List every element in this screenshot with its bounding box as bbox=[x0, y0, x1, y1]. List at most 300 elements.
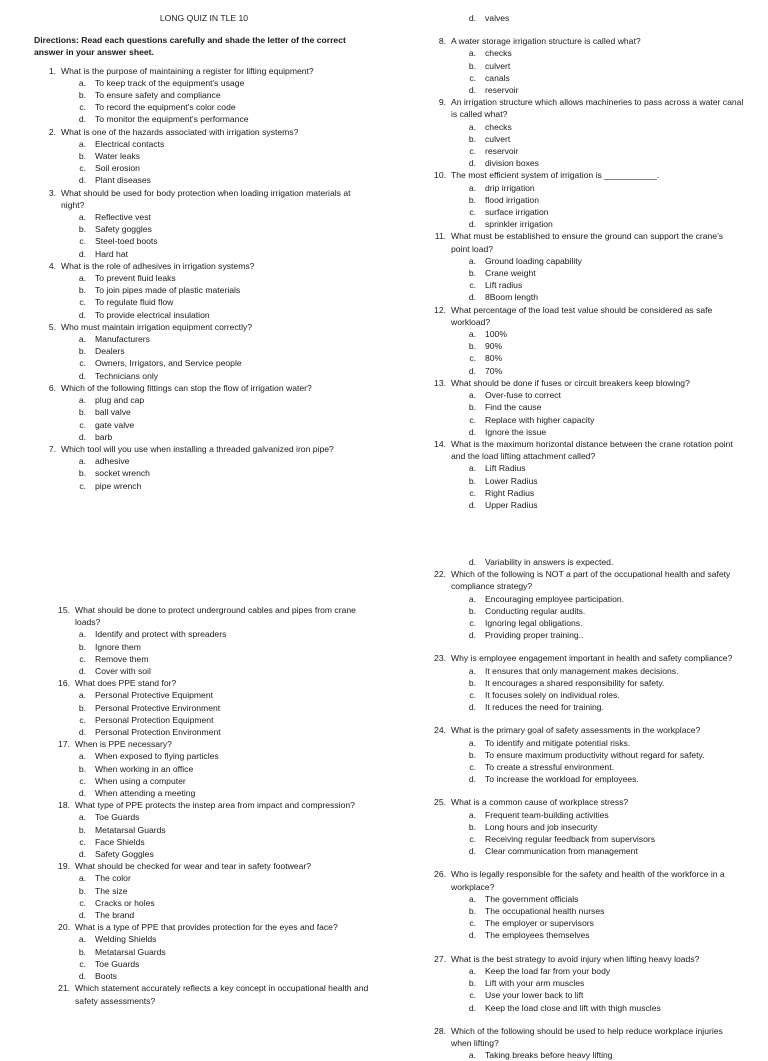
question-text: What should be checked for wear and tear in safety footwear? bbox=[75, 861, 311, 872]
question-item bbox=[34, 443, 374, 492]
option-letter: d. bbox=[468, 426, 476, 437]
option-letter: d. bbox=[468, 292, 476, 303]
option-text: Dealers bbox=[95, 346, 125, 357]
question-text: What is a common cause of workplace stress? bbox=[451, 797, 629, 808]
option-text: checks bbox=[485, 121, 512, 132]
option-text: Safety Goggles bbox=[95, 849, 154, 860]
answer-option bbox=[34, 272, 374, 284]
question-item bbox=[34, 65, 374, 126]
question-row bbox=[48, 921, 378, 933]
option-text: To join pipes made of plastic materials bbox=[95, 285, 241, 296]
answer-option bbox=[424, 499, 744, 511]
answer-option bbox=[424, 665, 744, 677]
option-text: Electrical contacts bbox=[95, 138, 165, 149]
question-text: What is the primary goal of safety assessments in the workplace? bbox=[451, 725, 701, 736]
question-number: 18. bbox=[58, 800, 70, 811]
question-row bbox=[424, 953, 744, 965]
option-text: Technicians only bbox=[95, 370, 159, 381]
option-text: culvert bbox=[485, 133, 511, 144]
option-letter: c. bbox=[79, 836, 86, 847]
option-text: Plant diseases bbox=[95, 175, 151, 186]
answer-option bbox=[424, 72, 744, 84]
answer-option bbox=[34, 284, 374, 296]
answer-option bbox=[34, 235, 374, 247]
answer-option bbox=[34, 309, 374, 321]
option-letter: b. bbox=[468, 821, 476, 832]
answer-option bbox=[424, 157, 744, 169]
answer-option bbox=[424, 218, 744, 230]
answer-option bbox=[424, 365, 744, 377]
answer-option bbox=[48, 909, 378, 921]
answer-option bbox=[424, 917, 744, 929]
option-text: It reduces the need for training. bbox=[485, 702, 604, 713]
option-letter: a. bbox=[78, 273, 86, 284]
answer-option bbox=[424, 291, 744, 303]
option-text: Manufacturers bbox=[95, 334, 150, 345]
answer-option bbox=[424, 977, 744, 989]
option-letter: c. bbox=[469, 487, 476, 498]
answer-option bbox=[48, 824, 378, 836]
option-text: Boots bbox=[95, 971, 117, 982]
question-row bbox=[48, 799, 378, 811]
option-text: Face Shields bbox=[95, 836, 145, 847]
question-row bbox=[34, 443, 374, 455]
question-row bbox=[424, 724, 744, 736]
option-letter: b. bbox=[78, 946, 86, 957]
question-row bbox=[34, 382, 374, 394]
option-text: Toe Guards bbox=[95, 812, 140, 823]
option-letter: a. bbox=[78, 812, 86, 823]
option-text: Ground loading capability bbox=[485, 255, 582, 266]
answer-option bbox=[48, 885, 378, 897]
question-row bbox=[424, 169, 744, 181]
answer-option bbox=[424, 414, 744, 426]
option-letter: d. bbox=[468, 219, 476, 230]
answer-option bbox=[48, 750, 378, 762]
option-letter: c. bbox=[469, 146, 476, 157]
option-text: 100% bbox=[485, 329, 507, 340]
option-letter: a. bbox=[468, 182, 476, 193]
option-letter: c. bbox=[79, 653, 86, 664]
answer-option bbox=[48, 641, 378, 653]
option-letter: d. bbox=[78, 666, 86, 677]
option-letter: c. bbox=[469, 353, 476, 364]
answer-option bbox=[34, 431, 374, 443]
option-letter: c. bbox=[469, 918, 476, 929]
answer-option bbox=[424, 749, 744, 761]
question-item bbox=[424, 568, 744, 641]
option-text: Crane weight bbox=[485, 268, 536, 279]
question-number: 1. bbox=[48, 65, 56, 76]
question-item bbox=[424, 35, 744, 96]
option-letter: d. bbox=[468, 85, 476, 96]
option-text: 70% bbox=[485, 365, 503, 376]
option-letter: c. bbox=[469, 414, 476, 425]
option-text: canals bbox=[485, 72, 510, 83]
question-row bbox=[34, 126, 374, 138]
option-text: Steel-toed boots bbox=[95, 236, 158, 247]
option-letter: a. bbox=[78, 77, 86, 88]
option-text: Variability in answers is expected. bbox=[485, 557, 614, 567]
answer-option bbox=[424, 121, 744, 133]
option-text: It focuses solely on individual roles. bbox=[485, 690, 620, 701]
option-text: When attending a meeting bbox=[95, 788, 196, 799]
question-text: Which tool will you use when installing a threaded galvanized iron pipe? bbox=[61, 443, 334, 454]
question-item bbox=[424, 230, 744, 303]
question-row bbox=[424, 35, 744, 47]
question-text: What is a type of PPE that provides protection for the eyes and face? bbox=[75, 922, 338, 933]
option-text: To increase the workload for employees. bbox=[485, 774, 639, 785]
question-row bbox=[48, 738, 378, 750]
question-item bbox=[34, 382, 374, 443]
answer-option bbox=[424, 677, 744, 689]
option-letter: d. bbox=[78, 248, 86, 259]
answer-option bbox=[424, 617, 744, 629]
option-letter: d. bbox=[468, 499, 476, 510]
option-letter: d. bbox=[78, 114, 86, 125]
answer-option bbox=[424, 340, 744, 352]
option-text: barb bbox=[95, 431, 113, 442]
option-letter: a. bbox=[78, 395, 86, 406]
answer-option bbox=[424, 845, 744, 857]
option-letter: b. bbox=[78, 285, 86, 296]
option-text: Frequent team-building activities bbox=[485, 809, 609, 820]
option-text: The employer or supervisors bbox=[485, 918, 594, 929]
answer-option bbox=[48, 946, 378, 958]
question-number: 12. bbox=[434, 304, 446, 315]
option-text: To monitor the equipment's performance bbox=[95, 114, 249, 125]
answer-option bbox=[424, 84, 744, 96]
option-letter: d. bbox=[468, 774, 476, 785]
question-text: What is one of the hazards associated with irrigation systems? bbox=[61, 126, 299, 137]
question-list bbox=[424, 35, 744, 511]
option-letter: a. bbox=[468, 390, 476, 401]
question-item bbox=[34, 187, 374, 260]
option-text: To create a stressful environment. bbox=[485, 762, 614, 773]
option-text: Conducting regular audits. bbox=[485, 605, 586, 616]
option-text: culvert bbox=[485, 60, 511, 71]
question-item bbox=[424, 724, 744, 785]
answer-option bbox=[424, 401, 744, 413]
question-number: 14. bbox=[434, 438, 446, 449]
answer-option bbox=[424, 426, 744, 438]
option-text: To ensure maximum productivity without regard for safety. bbox=[485, 749, 705, 760]
answer-option bbox=[424, 487, 744, 499]
question-text: What is the purpose of maintaining a register for lifting equipment? bbox=[61, 65, 314, 76]
answer-option bbox=[34, 89, 374, 101]
option-text: sprinkler irrigation bbox=[485, 219, 553, 230]
option-text: Cover with soil bbox=[95, 666, 151, 677]
option-letter: b. bbox=[468, 194, 476, 205]
option-text: Providing proper training.. bbox=[485, 630, 584, 641]
question-number: 17. bbox=[58, 739, 70, 750]
question-number: 25. bbox=[434, 797, 446, 808]
option-letter: a. bbox=[78, 456, 86, 467]
option-letter: b. bbox=[468, 402, 476, 413]
option-text: Find the cause bbox=[485, 402, 542, 413]
option-text: To identify and mitigate potential risks. bbox=[485, 737, 631, 748]
answer-option bbox=[424, 279, 744, 291]
option-text: Ignoring legal obligations. bbox=[485, 618, 583, 629]
option-letter: a. bbox=[78, 138, 86, 149]
carry-over-option bbox=[424, 12, 744, 24]
answer-option bbox=[424, 737, 744, 749]
option-text: The employees themselves bbox=[485, 930, 590, 941]
option-text: Lift radius bbox=[485, 280, 523, 291]
question-text: An irrigation structure which allows machineries to pass across a water canal is called what? bbox=[451, 97, 744, 120]
option-letter: a. bbox=[468, 737, 476, 748]
question-text: When is PPE necessary? bbox=[75, 739, 172, 750]
answer-option bbox=[48, 653, 378, 665]
option-letter: d. bbox=[78, 309, 86, 320]
top-left-column bbox=[34, 12, 374, 492]
option-letter: c. bbox=[79, 297, 86, 308]
option-letter: c. bbox=[469, 207, 476, 218]
answer-option bbox=[424, 893, 744, 905]
option-text: Receiving regular feedback from supervisors bbox=[485, 834, 656, 845]
option-letter: d. bbox=[78, 971, 86, 982]
question-item bbox=[48, 677, 378, 738]
option-text: reservoir bbox=[485, 85, 519, 96]
answer-option bbox=[34, 480, 374, 492]
answer-option bbox=[48, 897, 378, 909]
option-text: It ensures that only management makes decisions. bbox=[485, 665, 679, 676]
answer-option bbox=[48, 628, 378, 640]
option-letter: d. bbox=[468, 930, 476, 941]
answer-option bbox=[48, 836, 378, 848]
option-letter: b. bbox=[78, 90, 86, 101]
option-text: socket wrench bbox=[95, 468, 150, 479]
option-text: 8Boom length bbox=[485, 292, 539, 303]
answer-option bbox=[48, 702, 378, 714]
option-letter: a. bbox=[468, 665, 476, 676]
option-letter: c. bbox=[79, 163, 86, 174]
question-text: A water storage irrigation structure is called what? bbox=[451, 36, 641, 47]
answer-option bbox=[424, 809, 744, 821]
question-number: 6. bbox=[48, 382, 56, 393]
answer-option bbox=[424, 47, 744, 59]
question-row bbox=[424, 652, 744, 664]
question-number: 21. bbox=[58, 983, 70, 994]
question-row bbox=[48, 982, 378, 1006]
option-text: Metatarsal Guards bbox=[95, 824, 166, 835]
option-text: Ignore the issue bbox=[485, 426, 547, 437]
bottom-right-column bbox=[424, 556, 744, 1061]
option-letter: d. bbox=[468, 557, 476, 567]
option-text: When using a computer bbox=[95, 775, 186, 786]
option-text: Long hours and job insecurity bbox=[485, 821, 598, 832]
question-item bbox=[48, 738, 378, 799]
question-number: 27. bbox=[434, 953, 446, 964]
question-number: 13. bbox=[434, 377, 446, 388]
answer-option bbox=[424, 1002, 744, 1014]
answer-option bbox=[48, 665, 378, 677]
option-text: Remove them bbox=[95, 653, 149, 664]
answer-option bbox=[34, 406, 374, 418]
question-item bbox=[34, 126, 374, 187]
option-letter: d. bbox=[468, 1002, 476, 1013]
option-text: plug and cap bbox=[95, 395, 145, 406]
question-row bbox=[424, 377, 744, 389]
option-letter: b. bbox=[468, 60, 476, 71]
option-text: gate valve bbox=[95, 419, 135, 430]
option-text: Soil erosion bbox=[95, 163, 140, 174]
question-text: Which of the following should be used to help reduce workplace injuries when lifting? bbox=[451, 1025, 723, 1048]
answer-option bbox=[34, 248, 374, 260]
option-text: The occupational health nurses bbox=[485, 906, 605, 917]
option-letter: c. bbox=[469, 72, 476, 83]
question-number: 26. bbox=[434, 869, 446, 880]
option-text: Toe Guards bbox=[95, 958, 140, 969]
option-text: The color bbox=[95, 873, 131, 884]
option-letter: d. bbox=[468, 13, 476, 23]
question-item bbox=[48, 860, 378, 921]
answer-option bbox=[48, 958, 378, 970]
option-text: To record the equipment's color code bbox=[95, 102, 236, 113]
option-text: Cracks or holes bbox=[95, 897, 155, 908]
option-text: Right Radius bbox=[485, 487, 535, 498]
option-letter: b. bbox=[468, 475, 476, 486]
option-text: Personal Protective Equipment bbox=[95, 690, 213, 701]
question-text: Why is employee engagement important in health and safety compliance? bbox=[451, 653, 733, 664]
option-text: Water leaks bbox=[95, 151, 141, 162]
option-text: division boxes bbox=[485, 158, 539, 169]
option-letter: a. bbox=[78, 629, 86, 640]
option-text: Safety goggles bbox=[95, 224, 152, 235]
question-item bbox=[34, 321, 374, 382]
option-text: The government officials bbox=[485, 893, 579, 904]
option-text: pipe wrench bbox=[95, 480, 142, 491]
question-item bbox=[424, 169, 744, 230]
option-letter: a. bbox=[468, 1050, 476, 1061]
question-row bbox=[48, 604, 378, 628]
option-text: drip irrigation bbox=[485, 182, 535, 193]
option-letter: a. bbox=[468, 809, 476, 820]
question-row bbox=[424, 796, 744, 808]
option-text: 80% bbox=[485, 353, 503, 364]
answer-option bbox=[34, 419, 374, 431]
option-text: Lift Radius bbox=[485, 463, 526, 474]
question-item bbox=[424, 953, 744, 1014]
answer-option bbox=[424, 145, 744, 157]
option-letter: b. bbox=[78, 468, 86, 479]
answer-option bbox=[34, 296, 374, 308]
answer-option bbox=[424, 255, 744, 267]
option-text: Hard hat bbox=[95, 248, 128, 259]
answer-option bbox=[34, 333, 374, 345]
option-letter: d. bbox=[468, 846, 476, 857]
option-text: When working in an office bbox=[95, 763, 194, 774]
answer-option bbox=[34, 150, 374, 162]
option-letter: a. bbox=[78, 873, 86, 884]
option-text: adhesive bbox=[95, 456, 130, 467]
option-text: Upper Radius bbox=[485, 499, 538, 510]
option-letter: d. bbox=[78, 849, 86, 860]
answer-option bbox=[48, 763, 378, 775]
answer-option bbox=[424, 267, 744, 279]
answer-option bbox=[48, 726, 378, 738]
option-letter: c. bbox=[469, 280, 476, 291]
option-text: Reflective vest bbox=[95, 212, 151, 223]
option-letter: c. bbox=[79, 102, 86, 113]
question-number: 4. bbox=[48, 260, 56, 271]
question-item bbox=[424, 304, 744, 377]
answer-option bbox=[424, 701, 744, 713]
option-letter: b. bbox=[78, 346, 86, 357]
option-letter: a. bbox=[468, 593, 476, 604]
answer-option bbox=[34, 101, 374, 113]
option-letter: b. bbox=[468, 978, 476, 989]
question-number: 24. bbox=[434, 725, 446, 736]
question-item bbox=[48, 604, 378, 677]
answer-option bbox=[34, 345, 374, 357]
answer-option bbox=[34, 467, 374, 479]
option-letter: c. bbox=[469, 762, 476, 773]
question-number: 9. bbox=[438, 97, 446, 108]
option-letter: d. bbox=[78, 910, 86, 921]
question-number: 2. bbox=[48, 126, 56, 137]
answer-option bbox=[424, 905, 744, 917]
option-letter: b. bbox=[468, 677, 476, 688]
option-text: Keep the load close and lift with thigh muscles bbox=[485, 1002, 661, 1013]
option-text: The brand bbox=[95, 910, 135, 921]
question-text: What does PPE stand for? bbox=[75, 678, 177, 689]
option-letter: b. bbox=[468, 906, 476, 917]
option-text: Keep the load far from your body bbox=[485, 965, 611, 976]
question-row bbox=[48, 677, 378, 689]
option-text: Clear communication from management bbox=[485, 846, 638, 857]
answer-option bbox=[48, 811, 378, 823]
option-letter: d. bbox=[78, 788, 86, 799]
option-text: Encouraging employee participation. bbox=[485, 593, 625, 604]
option-text: Replace with higher capacity bbox=[485, 414, 595, 425]
question-number: 5. bbox=[48, 321, 56, 332]
answer-option bbox=[424, 352, 744, 364]
option-text: Identify and protect with spreaders bbox=[95, 629, 227, 640]
option-text: Over-fuse to correct bbox=[485, 390, 561, 401]
option-text: Personal Protection Environment bbox=[95, 727, 221, 738]
option-text: flood irrigation bbox=[485, 194, 539, 205]
option-letter: b. bbox=[468, 605, 476, 616]
option-letter: a. bbox=[78, 212, 86, 223]
question-list bbox=[34, 65, 374, 492]
option-letter: c. bbox=[79, 358, 86, 369]
question-number: 23. bbox=[434, 653, 446, 664]
option-letter: c. bbox=[79, 958, 86, 969]
option-text: To provide electrical insulation bbox=[95, 309, 210, 320]
question-text: What should be done to protect underground cables and pipes from crane loads? bbox=[75, 605, 356, 628]
option-letter: d. bbox=[468, 702, 476, 713]
answer-option bbox=[424, 206, 744, 218]
option-letter: c. bbox=[79, 236, 86, 247]
question-item bbox=[424, 868, 744, 941]
question-number: 19. bbox=[58, 861, 70, 872]
answer-option bbox=[424, 389, 744, 401]
answer-option bbox=[424, 989, 744, 1001]
answer-option bbox=[34, 162, 374, 174]
answer-option bbox=[34, 370, 374, 382]
question-item bbox=[48, 982, 378, 1006]
question-row bbox=[424, 438, 744, 462]
option-text: ball valve bbox=[95, 407, 131, 418]
answer-option bbox=[48, 848, 378, 860]
question-number: 15. bbox=[58, 605, 70, 615]
answer-option bbox=[34, 357, 374, 369]
answer-option bbox=[48, 775, 378, 787]
answer-option bbox=[34, 77, 374, 89]
option-letter: a. bbox=[468, 893, 476, 904]
answer-option bbox=[424, 182, 744, 194]
